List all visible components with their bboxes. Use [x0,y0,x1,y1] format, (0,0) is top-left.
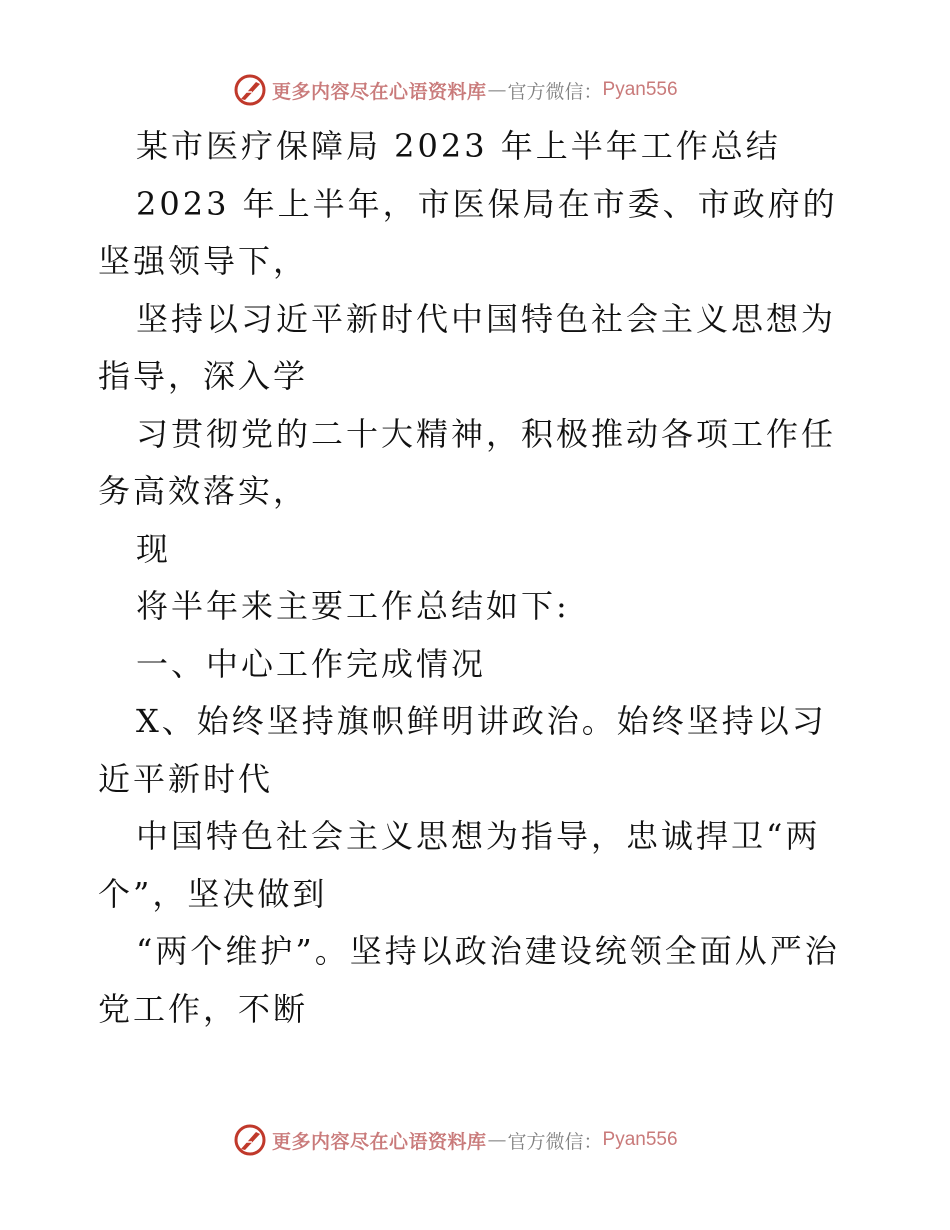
paragraph: “两个维护”。坚持以政治建设统领全面从严治党工作，不断 [98,932,840,1028]
header-watermark [232,72,678,108]
feather-pen-circle-icon [232,72,268,108]
document-title: 某市医疗保障局 2023 年上半年工作总结 [136,127,781,165]
paragraph: 将半年来主要工作总结如下: [136,587,570,625]
paragraph: 现 [136,529,172,568]
watermark-dash: — [487,1129,507,1151]
watermark-main-text: 更多内容尽在心语资料库 [272,80,487,103]
paragraph: 坚持以习近平新时代中国特色社会主义思想为指导，深入学 [98,299,837,395]
paragraph: 习贯彻党的二十大精神，积极推动各项工作任务高效落实， [98,414,837,510]
section-heading: 一、中心工作完成情况 [136,644,487,683]
watermark-id: Pyan556 [602,1129,678,1150]
paragraph: 2023 年上半年，市医保局在市委、市政府的坚强领导下， [98,184,838,280]
watermark-sub-text: 官方微信： [507,80,603,103]
watermark-id: Pyan556 [602,79,678,100]
feather-pen-circle-icon [232,1122,268,1158]
document-body [98,118,858,1038]
paragraph: X、始终坚持旗帜鲜明讲政治。始终坚持以习近平新时代 [98,702,827,798]
watermark-main-text: 更多内容尽在心语资料库 [272,1130,487,1153]
watermark-sub-text: 官方微信： [507,1130,603,1153]
footer-watermark [232,1122,678,1158]
watermark-dash: — [487,79,507,101]
paragraph: 中国特色社会主义思想为指导，忠诚捍卫“两个”，坚决做到 [98,817,821,913]
